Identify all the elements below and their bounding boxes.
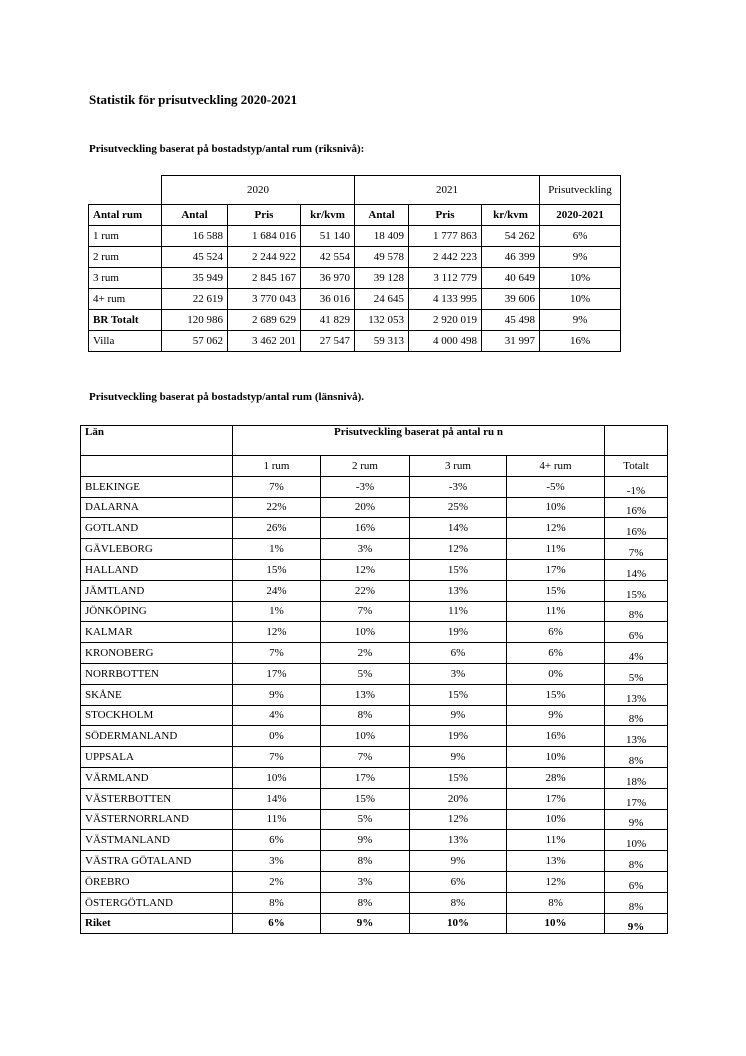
table-cell: 5%: [321, 663, 410, 684]
table-cell: 8%: [410, 892, 507, 913]
table-cell: 14%: [233, 788, 321, 809]
county-name: VÄSTRA GÖTALAND: [81, 851, 233, 872]
table-cell: 0%: [233, 726, 321, 747]
table-cell: 14%: [605, 559, 668, 580]
county-name: ÖREBRO: [81, 871, 233, 892]
table-cell: 3 462 201: [228, 331, 301, 352]
table-cell: 12%: [321, 559, 410, 580]
table-cell: 15%: [321, 788, 410, 809]
table-cell: 9%: [410, 705, 507, 726]
table-cell: 9%: [540, 247, 621, 268]
county-name: NORRBOTTEN: [81, 663, 233, 684]
county-col-header: Län: [81, 426, 233, 456]
table-row: [81, 518, 668, 539]
table-cell: 2 845 167: [228, 268, 301, 289]
table-cell: 10%: [605, 830, 668, 851]
table-cell: 6%: [507, 643, 605, 664]
table-cell: 49 578: [355, 247, 409, 268]
table-cell: 54 262: [482, 226, 540, 247]
table-cell: 15%: [233, 559, 321, 580]
table-cell: -3%: [321, 476, 410, 497]
table-row: [81, 809, 668, 830]
table-cell: 20%: [321, 497, 410, 518]
table-cell: 3 112 779: [409, 268, 482, 289]
table-cell: 46 399: [482, 247, 540, 268]
table-row: [81, 580, 668, 601]
table-cell: 42 554: [301, 247, 355, 268]
table-row: [81, 830, 668, 851]
table-cell: 2%: [233, 871, 321, 892]
table-cell: 10%: [321, 726, 410, 747]
table-cell: 10%: [410, 913, 507, 934]
table-cell: 13%: [507, 851, 605, 872]
county-name: VÄSTMANLAND: [81, 830, 233, 851]
empty-corner-cell: [89, 176, 162, 205]
table-cell: 19%: [410, 622, 507, 643]
row-label: BR Totalt: [89, 310, 162, 331]
county-name: BLEKINGE: [81, 476, 233, 497]
table-cell: 10%: [540, 268, 621, 289]
table-row: [81, 788, 668, 809]
table-cell: 2 920 019: [409, 310, 482, 331]
table-cell: 41 829: [301, 310, 355, 331]
col-header: 3 rum: [410, 456, 507, 477]
table-row: [81, 767, 668, 788]
table-cell: 10%: [507, 809, 605, 830]
table-cell: 13%: [410, 830, 507, 851]
table-cell: 45 524: [162, 247, 228, 268]
table-cell: 13%: [321, 684, 410, 705]
table-row: [81, 747, 668, 768]
table-cell: 35 949: [162, 268, 228, 289]
table-cell: 17%: [233, 663, 321, 684]
table-cell: 4%: [233, 705, 321, 726]
table-row: [89, 268, 621, 289]
table-cell: 20%: [410, 788, 507, 809]
county-name: VÄSTERBOTTEN: [81, 788, 233, 809]
table-cell: 8%: [321, 705, 410, 726]
col-header: Antal: [355, 205, 409, 226]
county-name: HALLAND: [81, 559, 233, 580]
table-cell: 7%: [233, 476, 321, 497]
table-cell: 8%: [233, 892, 321, 913]
table-cell: 11%: [507, 601, 605, 622]
county-section-title: Prisutveckling baserat på bostadstyp/antal rum (länsnivå).: [89, 391, 365, 403]
table-cell: 15%: [410, 559, 507, 580]
table-cell: 15%: [507, 580, 605, 601]
table-cell: 10%: [233, 767, 321, 788]
table-cell: 4 000 498: [409, 331, 482, 352]
table-row: [81, 559, 668, 580]
table-row: [81, 871, 668, 892]
county-name: GOTLAND: [81, 518, 233, 539]
table-cell: -1%: [605, 476, 668, 497]
county-name: UPPSALA: [81, 747, 233, 768]
table-cell: 6%: [410, 643, 507, 664]
table-cell: 9%: [605, 809, 668, 830]
table-cell: 9%: [321, 913, 410, 934]
table-cell: 10%: [540, 289, 621, 310]
table-cell: 24 645: [355, 289, 409, 310]
table-cell: 11%: [507, 830, 605, 851]
table-cell: 8%: [605, 705, 668, 726]
table-cell: 6%: [507, 622, 605, 643]
col-header: Pris: [409, 205, 482, 226]
table-cell: 12%: [507, 871, 605, 892]
table-cell: 13%: [605, 684, 668, 705]
table-cell: 22 619: [162, 289, 228, 310]
table-cell: 8%: [605, 747, 668, 768]
table-cell: 2 244 922: [228, 247, 301, 268]
table-cell: 8%: [507, 892, 605, 913]
table-cell: 31 997: [482, 331, 540, 352]
table-row: [81, 622, 668, 643]
row-label: Villa: [89, 331, 162, 352]
table-cell: 10%: [321, 622, 410, 643]
table-cell: 26%: [233, 518, 321, 539]
table-cell: 12%: [410, 809, 507, 830]
table-cell: 16%: [605, 518, 668, 539]
col-header: Antal rum: [89, 205, 162, 226]
table-cell: 14%: [410, 518, 507, 539]
table-cell: 15%: [507, 684, 605, 705]
table-cell: 9%: [233, 684, 321, 705]
row-label: 3 rum: [89, 268, 162, 289]
table-cell: 8%: [605, 892, 668, 913]
table-cell: 4 133 995: [409, 289, 482, 310]
county-price-table: [80, 425, 668, 934]
table-cell: 6%: [410, 871, 507, 892]
table-cell: 22%: [233, 497, 321, 518]
table-cell: 120 986: [162, 310, 228, 331]
county-name: JÖNKÖPING: [81, 601, 233, 622]
table-cell: 16%: [540, 331, 621, 352]
table-cell: -5%: [507, 476, 605, 497]
table-cell: 24%: [233, 580, 321, 601]
table-cell: 13%: [410, 580, 507, 601]
county-name: VÄRMLAND: [81, 767, 233, 788]
change-header: Prisutveckling: [540, 176, 621, 205]
table-cell: 15%: [410, 684, 507, 705]
row-label: 2 rum: [89, 247, 162, 268]
table-row: [81, 726, 668, 747]
table-cell: 3%: [233, 851, 321, 872]
table-cell: 9%: [321, 830, 410, 851]
row-label: 4+ rum: [89, 289, 162, 310]
table-cell: 11%: [233, 809, 321, 830]
table-cell: 16%: [605, 497, 668, 518]
table-cell: 7%: [233, 643, 321, 664]
table-cell: 57 062: [162, 331, 228, 352]
table-cell: 8%: [605, 601, 668, 622]
table-cell: 13%: [605, 726, 668, 747]
county-name: Riket: [81, 913, 233, 934]
table-cell: 6%: [233, 830, 321, 851]
table-cell: 6%: [540, 226, 621, 247]
county-name: KALMAR: [81, 622, 233, 643]
table-cell: 9%: [605, 913, 668, 934]
table-cell: 9%: [410, 747, 507, 768]
table-cell: 2%: [321, 643, 410, 664]
table-cell: 28%: [507, 767, 605, 788]
table-row: [89, 331, 621, 352]
year-2020-header: 2020: [162, 176, 355, 205]
table-cell: 51 140: [301, 226, 355, 247]
table-cell: 1 684 016: [228, 226, 301, 247]
county-name: DALARNA: [81, 497, 233, 518]
county-name: STOCKHOLM: [81, 705, 233, 726]
group-header: Prisutveckling baserat på antal ru n: [233, 426, 605, 456]
table-cell: 6%: [605, 871, 668, 892]
table-cell: 3%: [321, 871, 410, 892]
table-row: [81, 476, 668, 497]
table-cell: 0%: [507, 663, 605, 684]
table-cell: 18 409: [355, 226, 409, 247]
table-cell: 8%: [605, 851, 668, 872]
table-cell: 27 547: [301, 331, 355, 352]
col-header: kr/kvm: [301, 205, 355, 226]
table-cell: 16%: [321, 518, 410, 539]
table-cell: 9%: [410, 851, 507, 872]
county-name: ÖSTERGÖTLAND: [81, 892, 233, 913]
table-cell: 7%: [321, 747, 410, 768]
county-name: GÄVLEBORG: [81, 539, 233, 560]
table-row: [89, 310, 621, 331]
empty-header-cell: [605, 426, 668, 456]
table-cell: 9%: [507, 705, 605, 726]
col-header: 2 rum: [321, 456, 410, 477]
col-header: Pris: [228, 205, 301, 226]
table-cell: -3%: [410, 476, 507, 497]
table-cell: 8%: [321, 892, 410, 913]
table-cell: 7%: [233, 747, 321, 768]
table-cell: 39 128: [355, 268, 409, 289]
table-row: [81, 497, 668, 518]
table-cell: 10%: [507, 497, 605, 518]
table-row: [81, 913, 668, 934]
table-cell: 17%: [507, 788, 605, 809]
table-cell: 1%: [233, 539, 321, 560]
table-cell: 10%: [507, 913, 605, 934]
table-cell: 15%: [605, 580, 668, 601]
table-cell: 1%: [233, 601, 321, 622]
table-cell: 39 606: [482, 289, 540, 310]
table-cell: 1 777 863: [409, 226, 482, 247]
table-cell: 2 442 223: [409, 247, 482, 268]
table-row: [81, 643, 668, 664]
row-label: 1 rum: [89, 226, 162, 247]
table-cell: 17%: [507, 559, 605, 580]
table-row: [81, 539, 668, 560]
table-cell: 36 970: [301, 268, 355, 289]
col-header: 4+ rum: [507, 456, 605, 477]
col-header: Antal: [162, 205, 228, 226]
table-row: [81, 663, 668, 684]
table-cell: 22%: [321, 580, 410, 601]
national-price-table: [88, 175, 621, 352]
col-header: kr/kvm: [482, 205, 540, 226]
table-cell: 3%: [321, 539, 410, 560]
table-row: [89, 226, 621, 247]
table-cell: 12%: [410, 539, 507, 560]
table-cell: 6%: [233, 913, 321, 934]
table-cell: 8%: [321, 851, 410, 872]
table-cell: 18%: [605, 767, 668, 788]
table-cell: 6%: [605, 622, 668, 643]
table-cell: 5%: [321, 809, 410, 830]
table-cell: 7%: [605, 539, 668, 560]
table-cell: 16 588: [162, 226, 228, 247]
county-name: SÖDERMANLAND: [81, 726, 233, 747]
table-row: [89, 289, 621, 310]
table-cell: 3%: [410, 663, 507, 684]
county-name: KRONOBERG: [81, 643, 233, 664]
table-cell: 25%: [410, 497, 507, 518]
table-cell: 15%: [410, 767, 507, 788]
table-cell: 59 313: [355, 331, 409, 352]
table-row: [89, 247, 621, 268]
table-row: [81, 684, 668, 705]
empty-header-cell: [81, 456, 233, 477]
table-cell: 4%: [605, 643, 668, 664]
col-header: 2020-2021: [540, 205, 621, 226]
table-cell: 132 053: [355, 310, 409, 331]
table-cell: 11%: [410, 601, 507, 622]
table-cell: 12%: [507, 518, 605, 539]
table-cell: 12%: [233, 622, 321, 643]
table-cell: 3 770 043: [228, 289, 301, 310]
table-row: [81, 705, 668, 726]
table-cell: 11%: [507, 539, 605, 560]
table-cell: 16%: [507, 726, 605, 747]
national-section-title: Prisutveckling baserat på bostadstyp/antal rum (riksnivå):: [89, 143, 365, 155]
table-cell: 17%: [321, 767, 410, 788]
table-cell: 5%: [605, 663, 668, 684]
county-name: SKÅNE: [81, 684, 233, 705]
table-cell: 40 649: [482, 268, 540, 289]
table-cell: 9%: [540, 310, 621, 331]
county-name: JÄMTLAND: [81, 580, 233, 601]
table-row: [81, 892, 668, 913]
table-cell: 19%: [410, 726, 507, 747]
table-cell: 2 689 629: [228, 310, 301, 331]
table-cell: 45 498: [482, 310, 540, 331]
table-cell: 7%: [321, 601, 410, 622]
year-2021-header: 2021: [355, 176, 540, 205]
table-cell: 10%: [507, 747, 605, 768]
table-cell: 17%: [605, 788, 668, 809]
page-title: Statistik för prisutveckling 2020-2021: [89, 92, 298, 107]
col-header: Totalt: [605, 456, 668, 477]
county-name: VÄSTERNORRLAND: [81, 809, 233, 830]
col-header: 1 rum: [233, 456, 321, 477]
table-row: [81, 851, 668, 872]
table-row: [81, 601, 668, 622]
table-cell: 36 016: [301, 289, 355, 310]
